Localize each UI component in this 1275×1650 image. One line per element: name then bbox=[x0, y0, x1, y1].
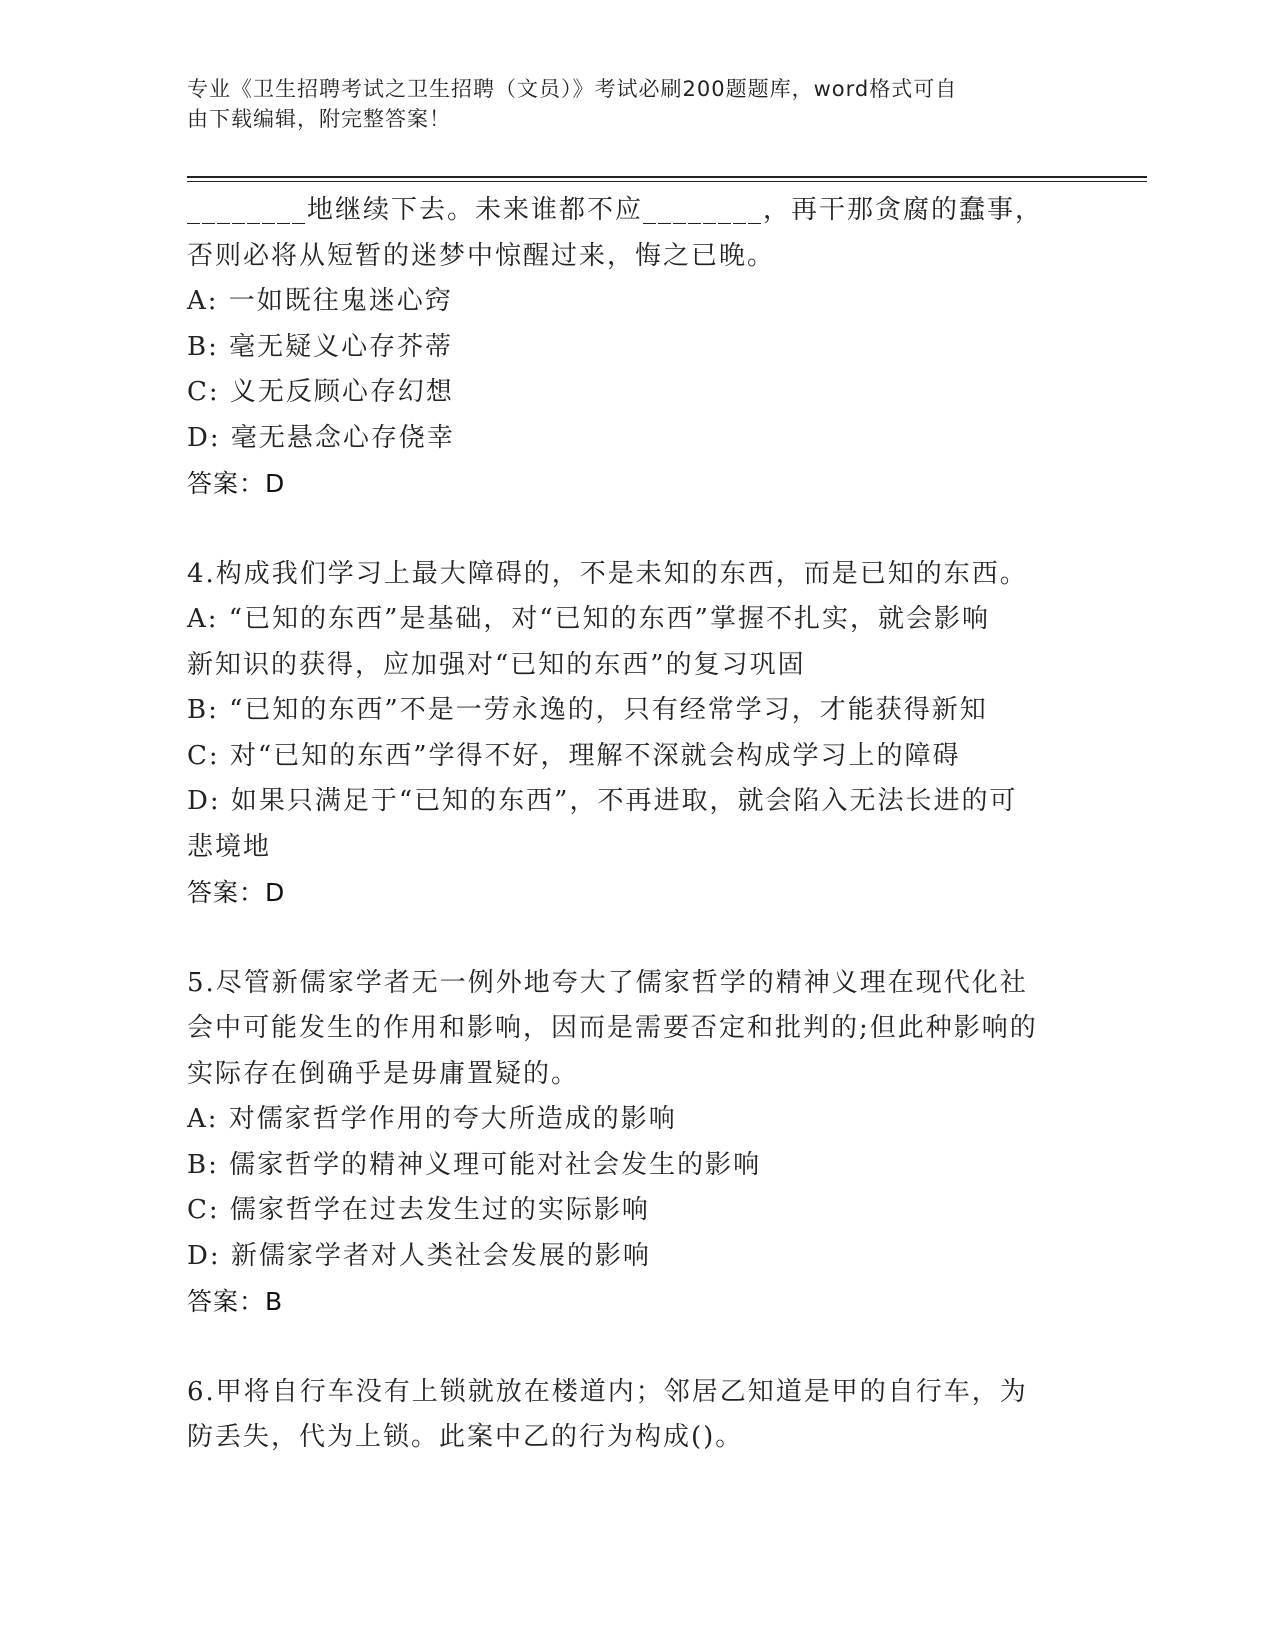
question-stem-line: ________地继续下去。未来谁都不应________，再干那贪腐的蠢事， bbox=[187, 195, 1044, 225]
question-6 bbox=[187, 1370, 1067, 1461]
option-b: B: 儒家哲学的精神义理可能对社会发生的影响 bbox=[187, 1149, 762, 1180]
header-title-line-1: 专业《卫生招聘考试之卫生招聘（文员）》考试必刷200题题库，word格式可自 bbox=[187, 77, 958, 101]
option-a: A: 对儒家哲学作用的夸大所造成的影响 bbox=[187, 1104, 677, 1134]
option-b: B: 毫无疑义心存芥蒂 bbox=[187, 331, 454, 362]
option-d-continued: 悲境地 bbox=[187, 831, 272, 862]
option-c: C: 儒家哲学在过去发生过的实际影响 bbox=[187, 1195, 650, 1225]
header-divider-thick bbox=[187, 176, 1147, 178]
option-c: C: 义无反顾心存幻想 bbox=[187, 377, 454, 407]
answer-label: 答案：B bbox=[187, 1287, 284, 1316]
question-stem: 4.构成我们学习上最大障碍的，不是未知的东西，而是已知的东西。 bbox=[187, 558, 1028, 589]
question-stem-line: 否则必将从短暂的迷梦中惊醒过来，悔之已晚。 bbox=[187, 240, 776, 271]
question-5 bbox=[187, 961, 1067, 1325]
question-stem-line: 实际存在倒确乎是毋庸置疑的。 bbox=[187, 1058, 580, 1089]
question-4 bbox=[187, 552, 1067, 916]
question-stem-line: 5.尽管新儒家学者无一例外地夸大了儒家哲学的精神义理在现代化社 bbox=[187, 967, 1028, 998]
option-b: B: “已知的东西”不是一劳永逸的，只有经常学习，才能获得新知 bbox=[187, 695, 988, 725]
question-3 bbox=[187, 188, 1067, 507]
option-d: D: 新儒家学者对人类社会发展的影响 bbox=[187, 1240, 651, 1271]
option-a: A: 一如既往鬼迷心窍 bbox=[187, 286, 453, 316]
answer-label: 答案：D bbox=[187, 469, 286, 498]
question-spacer bbox=[187, 1325, 1067, 1370]
header-divider-thin bbox=[187, 181, 1147, 182]
option-c: C: 对“已知的东西”学得不好，理解不深就会构成学习上的障碍 bbox=[187, 740, 961, 771]
question-spacer bbox=[187, 916, 1067, 961]
document-header bbox=[187, 74, 1067, 134]
question-spacer bbox=[187, 507, 1067, 552]
question-stem-line: 防丢失，代为上锁。此案中乙的行为构成()。 bbox=[187, 1422, 744, 1452]
question-stem-line: 6.甲将自行车没有上锁就放在楼道内；邻居乙知道是甲的自行车，为 bbox=[187, 1376, 1028, 1407]
option-d: D: 毫无悬念心存侥幸 bbox=[187, 422, 455, 453]
option-a-continued: 新知识的获得，应加强对“已知的东西”的复习巩固 bbox=[187, 649, 806, 680]
header-title-line-2: 由下载编辑，附完整答案！ bbox=[187, 107, 451, 131]
answer-label: 答案：D bbox=[187, 878, 286, 907]
question-list bbox=[187, 188, 1067, 1461]
option-d: D: 如果只满足于“已知的东西”，不再进取，就会陷入无法长进的可 bbox=[187, 786, 1018, 816]
option-a: A: “已知的东西”是基础，对“已知的东西”掌握不扎实，就会影响 bbox=[187, 604, 990, 634]
question-stem-line: 会中可能发生的作用和影响，因而是需要否定和批判的;但此种影响的 bbox=[187, 1013, 1038, 1043]
